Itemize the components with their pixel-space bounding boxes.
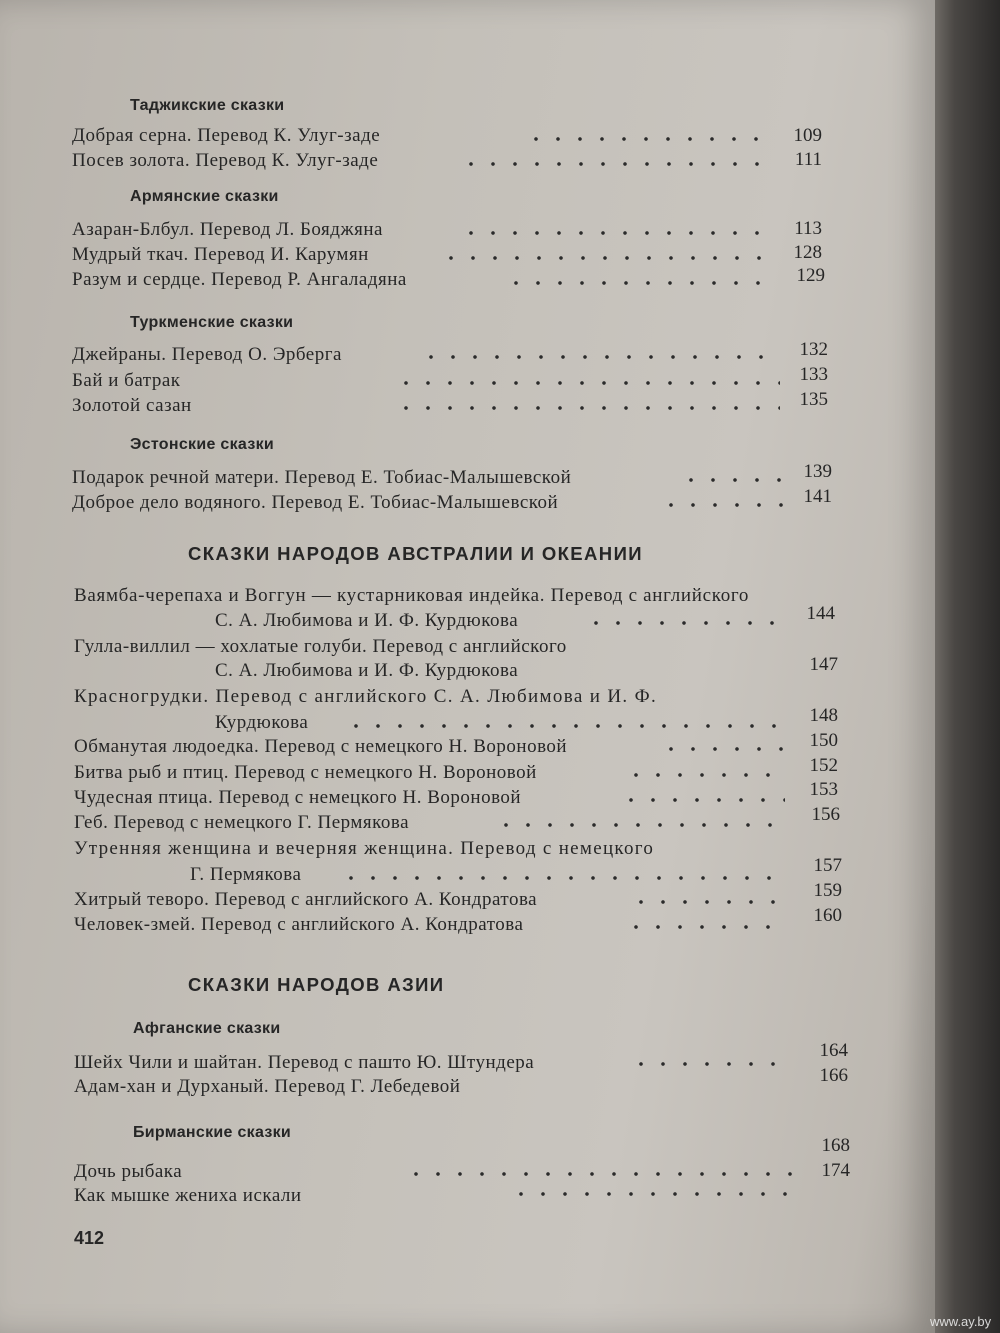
toc-entry-title: Как мышке жениха искали xyxy=(74,1185,302,1206)
leader-dots xyxy=(660,747,785,751)
leader-dots xyxy=(405,1172,795,1176)
toc-entry-page: 147 xyxy=(809,654,838,675)
leader-dots xyxy=(660,503,785,507)
toc-entry-title: Геб. Перевод с немецкого Г. Пермякова xyxy=(74,812,410,833)
toc-entry-page: 135 xyxy=(799,389,828,410)
toc-entry-page: 113 xyxy=(794,218,822,239)
leader-dots xyxy=(680,478,785,482)
toc-entry-page: 144 xyxy=(806,603,835,624)
toc-entry-title: Золотой сазан xyxy=(72,395,192,416)
toc-entry-title: Гулла-виллил — хохлатые голуби. Перевод с английского xyxy=(74,636,567,657)
toc-entry-title: Добрая серна. Перевод К. Улуг-заде xyxy=(72,125,381,146)
toc-entry-title: Хитрый теворо. Перевод с английского А. Кондратова xyxy=(74,889,538,910)
toc-entry-page: 139 xyxy=(803,461,832,482)
leader-dots xyxy=(510,1192,790,1196)
leader-dots xyxy=(395,406,780,410)
toc-entry-page: 168 xyxy=(821,1135,850,1156)
toc-entry-page: 150 xyxy=(809,730,838,751)
leader-dots xyxy=(345,724,785,728)
section-heading-asia: СКАЗКИ НАРОДОВ АЗИИ xyxy=(188,974,445,995)
leader-dots xyxy=(460,162,775,166)
section-heading-australia-oceania: СКАЗКИ НАРОДОВ АВСТРАЛИИ И ОКЕАНИИ xyxy=(188,543,643,564)
leader-dots xyxy=(630,900,785,904)
toc-entry-title-continued: Г. Пермякова xyxy=(190,864,302,885)
toc-entry-page: 111 xyxy=(794,149,822,170)
page-number: 412 xyxy=(74,1228,105,1248)
toc-entry-title-continued: С. А. Любимова и И. Ф. Курдюкова xyxy=(215,660,519,681)
toc-entry-title: Доброе дело водяного. Перевод Е. Тобиас-Малышевской xyxy=(72,492,559,513)
toc-entry-title-continued: С. А. Любимова и И. Ф. Курдюкова xyxy=(215,610,519,631)
toc-entry-title: Разум и сердце. Перевод Р. Ангаладяна xyxy=(72,269,407,290)
toc-entry-page: 174 xyxy=(821,1160,850,1181)
toc-entry-title: Утренняя женщина и вечерняя женщина. Перевод с немецкого xyxy=(74,838,655,859)
leader-dots xyxy=(630,1062,790,1066)
toc-entry-page: 164 xyxy=(819,1040,848,1061)
toc-entry-title-continued: Курдюкова xyxy=(215,712,309,733)
leader-dots xyxy=(495,823,785,827)
toc-entry-title: Битва рыб и птиц. Перевод с немецкого Н. Вороновой xyxy=(74,762,537,783)
leader-dots xyxy=(625,925,785,929)
toc-entry-title: Чудесная птица. Перевод с немецкого Н. Вороновой xyxy=(74,787,522,808)
leader-dots xyxy=(620,798,785,802)
toc-entry-page: 132 xyxy=(799,339,828,360)
toc-entry-page: 159 xyxy=(813,880,842,901)
toc-entry-page: 128 xyxy=(793,242,822,263)
subsection-heading-armenian: Армянские сказки xyxy=(130,188,279,205)
toc-entry-title: Дочь рыбака xyxy=(74,1161,183,1182)
toc-entry-page: 129 xyxy=(796,265,825,286)
leader-dots xyxy=(505,281,775,285)
subsection-heading-afghan: Афганские сказки xyxy=(133,1020,281,1037)
toc-entry-title: Красногрудки. Перевод с английского С. А. Любимова и И. Ф. xyxy=(74,686,658,707)
toc-entry-title: Джейраны. Перевод О. Эрберга xyxy=(72,344,342,365)
leader-dots xyxy=(525,137,775,141)
leader-dots xyxy=(395,381,780,385)
leader-dots xyxy=(625,773,785,777)
toc-entry-title: Человек-змей. Перевод с английского А. Кондратова xyxy=(74,914,524,935)
toc-entry-page: 153 xyxy=(809,779,838,800)
toc-entry-title: Азаран-Блбул. Перевод Л. Бояджяна xyxy=(72,219,383,240)
toc-entry-page: 156 xyxy=(811,804,840,825)
toc-entry-title: Подарок речной матери. Перевод Е. Тобиас-Малышевской xyxy=(72,467,572,488)
toc-entry-page: 160 xyxy=(813,905,842,926)
book-gutter xyxy=(935,0,1000,1333)
subsection-heading-turkmen: Туркменские сказки xyxy=(130,314,294,331)
toc-entry-page: 166 xyxy=(819,1065,848,1086)
toc-entry-title: Адам-хан и Дурханый. Перевод Г. Лебедевой xyxy=(74,1076,461,1097)
toc-entry-title: Ваямба-черепаха и Воггун — кустарниковая индейка. Перевод с английского xyxy=(74,585,750,606)
leader-dots xyxy=(585,621,785,625)
toc-entry-title: Мудрый ткач. Перевод И. Карумян xyxy=(72,244,369,265)
leader-dots xyxy=(340,876,785,880)
toc-entry-title: Обманутая людоедка. Перевод с немецкого Н. Вороновой xyxy=(74,736,568,757)
subsection-heading-estonian: Эстонские сказки xyxy=(130,436,275,453)
leader-dots xyxy=(440,256,775,260)
toc-entry-title: Шейх Чили и шайтан. Перевод с пашто Ю. Штундера xyxy=(74,1052,535,1073)
watermark: www.ay.by xyxy=(930,1314,992,1329)
toc-entry-page: 109 xyxy=(793,125,822,146)
toc-entry-page: 148 xyxy=(809,705,838,726)
toc-entry-page: 141 xyxy=(803,486,832,507)
toc-entry-page: 157 xyxy=(813,855,842,876)
leader-dots xyxy=(460,231,775,235)
leader-dots xyxy=(420,355,780,359)
subsection-heading-tajik: Таджикские сказки xyxy=(130,97,285,114)
toc-entry-page: 133 xyxy=(799,364,828,385)
toc-entry-title: Посев золота. Перевод К. Улуг-заде xyxy=(72,150,379,171)
toc-entry-page: 152 xyxy=(809,755,838,776)
toc-entry-title: Бай и батрак xyxy=(72,370,181,391)
subsection-heading-burmese: Бирманские сказки xyxy=(133,1124,292,1141)
